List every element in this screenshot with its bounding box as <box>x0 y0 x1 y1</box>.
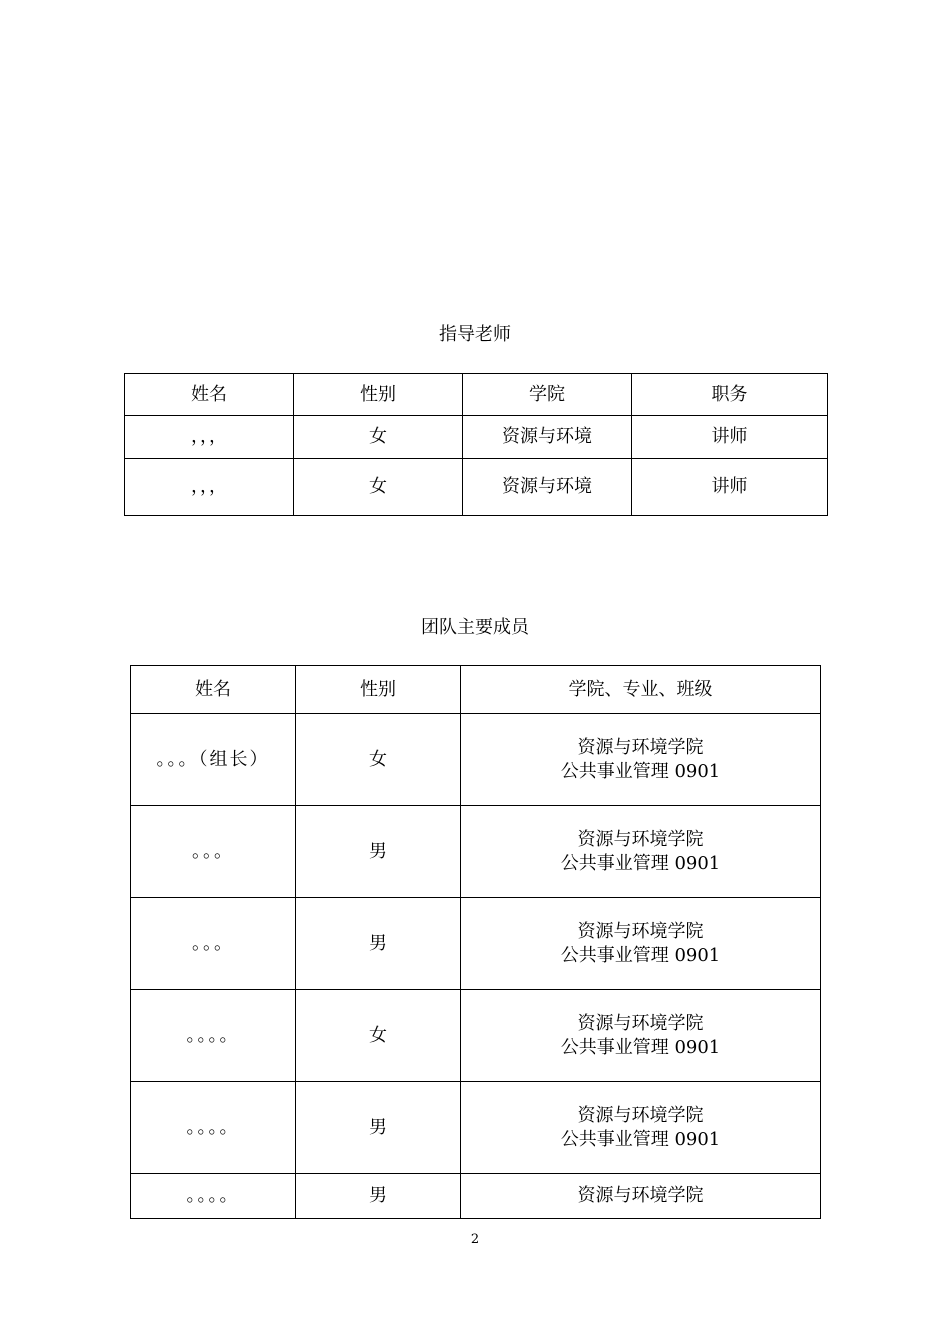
advisors-header-name: 姓名 <box>125 374 294 416</box>
member-gender: 女 <box>296 714 461 806</box>
team-header-row <box>131 666 821 714</box>
member-name: 。。。。 <box>131 990 296 1082</box>
member-major: 公共事业管理 0901 <box>560 1128 721 1150</box>
table-row <box>131 898 821 990</box>
member-college: 资源与环境学院 <box>577 1104 704 1126</box>
page-number: 2 <box>470 1232 480 1247</box>
member-college-major <box>461 1082 821 1174</box>
advisor-gender: 女 <box>294 459 463 516</box>
member-college: 资源与环境学院 <box>577 828 704 850</box>
team-header-college: 学院、专业、班级 <box>461 666 821 714</box>
table-row <box>125 416 828 459</box>
table-row <box>131 990 821 1082</box>
advisors-title: 指导老师 <box>439 324 511 345</box>
advisor-gender: 女 <box>294 416 463 459</box>
team-title: 团队主要成员 <box>421 617 529 638</box>
table-row <box>131 806 821 898</box>
advisor-title: 讲师 <box>632 459 828 516</box>
advisors-table <box>124 373 828 516</box>
member-college: 资源与环境学院 <box>577 736 704 758</box>
advisors-header-row <box>125 374 828 416</box>
member-college-major <box>461 990 821 1082</box>
member-college-major <box>461 714 821 806</box>
member-major: 公共事业管理 0901 <box>560 852 721 874</box>
member-name: 。。。 <box>131 806 296 898</box>
member-gender: 男 <box>296 898 461 990</box>
member-college-major <box>461 1174 821 1219</box>
member-major: 公共事业管理 0901 <box>560 760 721 782</box>
member-college: 资源与环境学院 <box>577 920 704 942</box>
advisors-header-title: 职务 <box>632 374 828 416</box>
table-row <box>125 459 828 516</box>
member-college-major <box>461 806 821 898</box>
team-table <box>130 665 821 1219</box>
advisor-name: ，，， <box>125 416 294 459</box>
table-row <box>131 714 821 806</box>
member-gender: 男 <box>296 1174 461 1219</box>
team-header-name: 姓名 <box>131 666 296 714</box>
advisor-name: ，，， <box>125 459 294 516</box>
advisor-college: 资源与环境 <box>463 459 632 516</box>
member-name: 。。。。 <box>131 1174 296 1219</box>
team-header-gender: 性别 <box>296 666 461 714</box>
advisors-header-college: 学院 <box>463 374 632 416</box>
member-name: 。。。。 <box>131 1082 296 1174</box>
member-gender: 女 <box>296 990 461 1082</box>
member-gender: 男 <box>296 806 461 898</box>
table-row <box>131 1082 821 1174</box>
advisor-college: 资源与环境 <box>463 416 632 459</box>
member-name: 。。。 <box>131 898 296 990</box>
member-major: 公共事业管理 0901 <box>560 944 721 966</box>
member-name: 。。。（组长） <box>131 714 296 806</box>
advisors-header-gender: 性别 <box>294 374 463 416</box>
member-major: 公共事业管理 0901 <box>560 1036 721 1058</box>
table-row <box>131 1174 821 1219</box>
member-college: 资源与环境学院 <box>577 1012 704 1034</box>
member-gender: 男 <box>296 1082 461 1174</box>
advisor-title: 讲师 <box>632 416 828 459</box>
member-college: 资源与环境学院 <box>577 1185 704 1206</box>
member-college-major <box>461 898 821 990</box>
